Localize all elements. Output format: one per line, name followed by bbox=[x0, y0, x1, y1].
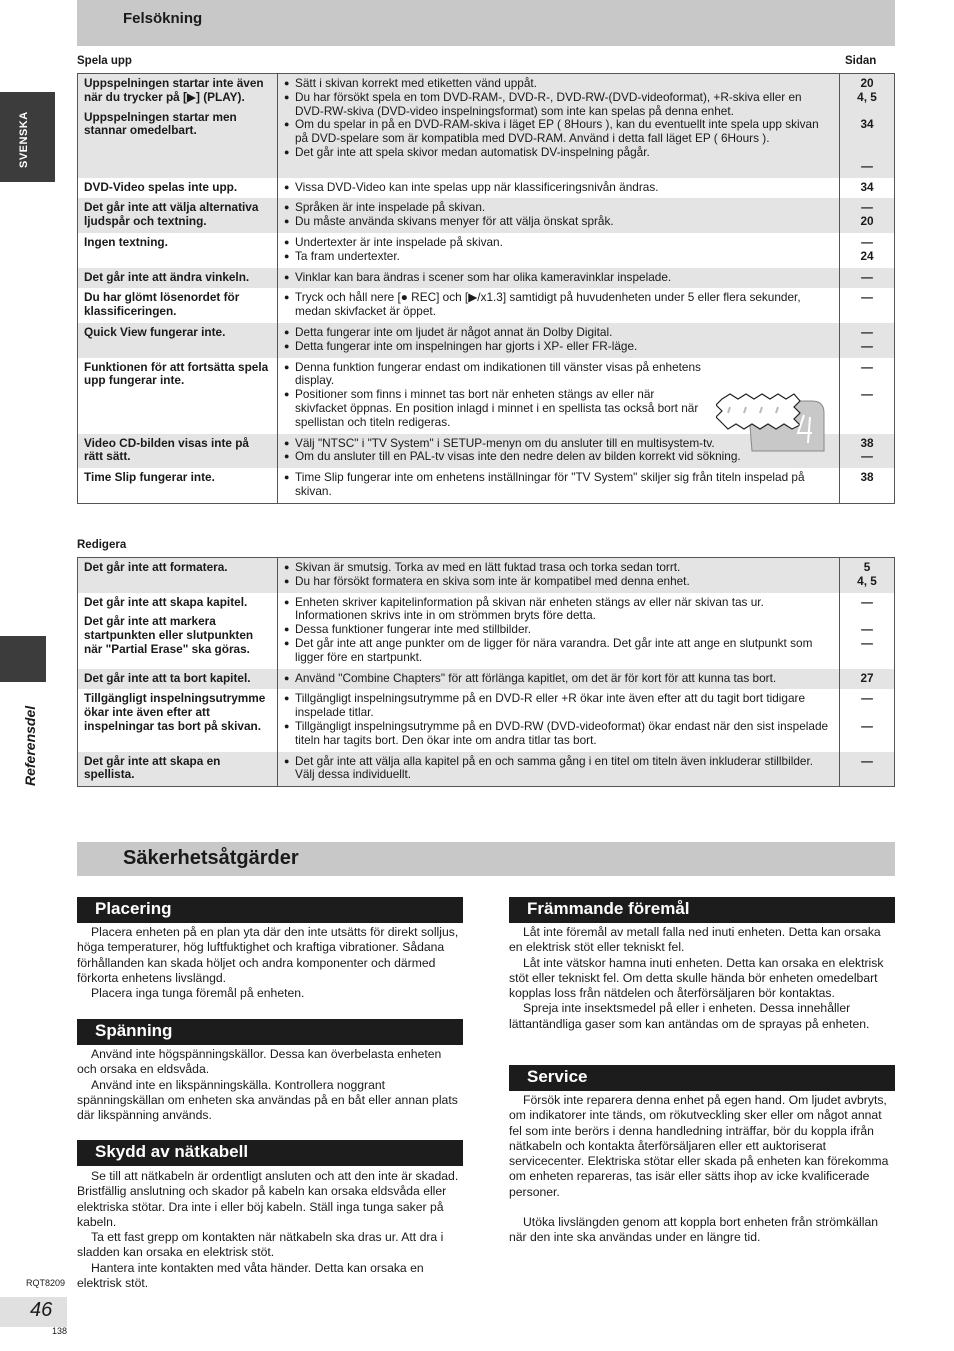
table-row bbox=[78, 689, 895, 751]
document-code: RQT8209 bbox=[26, 1278, 66, 1288]
edit-section-label: Redigera bbox=[77, 539, 127, 551]
solution-item: ● Om du spelar in på en DVD-RAM-skiva i läget EP ( 8Hours ), kan du eventuellt inte spela upp skivan på DVD-spelare som är kompatibla med DVD-RAM. Använd i detta fall läget EP ( 6Hours ). bbox=[284, 118, 833, 146]
page-number-box bbox=[0, 1297, 67, 1327]
page-reference-cell bbox=[840, 323, 895, 358]
solution-item: ● Detta fungerar inte om ljudet är något annat än Dolby Digital. bbox=[284, 326, 833, 340]
page-reference: — bbox=[861, 269, 873, 284]
solution-item: ● Språken är inte inspelade på skivan. bbox=[284, 201, 833, 215]
problem-cell bbox=[78, 434, 278, 469]
problem-text: Video CD-bilden visas inte på rätt sätt. bbox=[84, 435, 249, 464]
page-reference-cell bbox=[840, 669, 895, 690]
problem-text: DVD-Video spelas inte upp. bbox=[84, 179, 238, 194]
page-reference: 24 bbox=[860, 248, 874, 263]
problem-text: Det går inte att formatera. bbox=[84, 560, 228, 574]
solution-cell bbox=[278, 268, 840, 289]
problem-cell bbox=[78, 558, 278, 593]
solution-cell bbox=[278, 288, 840, 323]
page-number: 46 bbox=[30, 1299, 53, 1321]
placement-heading-text: Placering bbox=[95, 899, 172, 918]
page-reference bbox=[842, 146, 892, 160]
problem-cell bbox=[78, 752, 278, 787]
solution-cell bbox=[278, 233, 840, 268]
solution-cell bbox=[278, 198, 840, 233]
page-reference: — bbox=[861, 338, 873, 353]
cable-heading bbox=[77, 1140, 463, 1166]
paragraph: Utöka livslängden genom att koppla bort enheten från strömkällan när den inte ska användas under en längre tid. bbox=[509, 1215, 879, 1245]
page-reference: 20 bbox=[860, 76, 874, 90]
solution-item: ● Skivan är smutsig. Torka av med en lätt fuktad trasa och torka sedan torrt. bbox=[284, 561, 833, 575]
problem-cell bbox=[78, 233, 278, 268]
placement-text bbox=[77, 925, 463, 1001]
problem-cell bbox=[78, 669, 278, 690]
page-reference-cell bbox=[840, 689, 895, 751]
solution-item: ● Sätt i skivan korrekt med etiketten vänd uppåt. bbox=[284, 77, 833, 91]
page-reference: — bbox=[861, 200, 873, 215]
paragraph: Försök inte reparera denna enhet på egen hand. Om ljudet avbryts, om indikatorer inte tänds, om rökutveckling sker eller om något annat fel som inte berörs i denna handledning inträffar, bör du koppla ifrån nätkabeln och kontakta återförsäljaren eller ett auktoriserat servicecenter. Elektriska stötar eller skada på enheten kan förekomma om enheten repareras, tas isär eller sätts ihop av icke kvalificerade personer. bbox=[509, 1093, 889, 1199]
paragraph: Låt inte vätskor hamna inuti enheten. Detta kan orsaka en elektrisk stöt eller tekniskt fel. Om detta skulle hända bör enheten omedelbart kopplas loss från nätdelen och återförsäljaren bör kontaktas. bbox=[509, 955, 884, 1001]
page-reference bbox=[842, 374, 892, 388]
page-reference-cell bbox=[840, 268, 895, 289]
foreign-objects-heading bbox=[509, 897, 895, 923]
solution-item: ● Välj "NTSC" i "TV System" i SETUP-menyn om du ansluter till en multisystem-tv. bbox=[284, 437, 833, 451]
page-reference-cell bbox=[840, 74, 895, 178]
paragraph: Spreja inte insektsmedel på eller i enheten. Dessa innehåller lättantändliga gaser som kan antändas om de sprayas på enheten. bbox=[509, 1001, 870, 1031]
language-tab bbox=[0, 92, 55, 182]
page-reference bbox=[842, 706, 892, 720]
table-row bbox=[78, 268, 895, 289]
problem-cell bbox=[78, 689, 278, 751]
paragraph: Placera inga tunga föremål på enheten. bbox=[91, 986, 305, 1001]
page-reference: — bbox=[861, 691, 873, 706]
solution-cell bbox=[278, 669, 840, 690]
problem-text: Det går inte att skapa kapitel. bbox=[84, 594, 248, 609]
solution-item: ● Positioner som finns i minnet tas bort när enheten stängs av eller när skivfacket öppnas. En position inlagd i minnet i en spellista tas också bort när spellistan och titeln redigeras. bbox=[284, 388, 709, 429]
page-reference: — bbox=[861, 635, 873, 650]
page-reference: — bbox=[861, 753, 873, 768]
cable-text bbox=[77, 1169, 463, 1291]
solution-item: ● Vissa DVD-Video kan inte spelas upp när klassificeringsnivån ändras. bbox=[284, 181, 833, 195]
play-section-label: Spela upp bbox=[77, 55, 132, 67]
solution-item: ● Du har försökt spela en tom DVD-RAM-, DVD-R-, DVD-RW-(DVD-videoformat), +R-skiva eller en DVD-RW-skiva (DVD-video inspelningsformat) som inte kan spelas på denna enhet. bbox=[284, 91, 833, 119]
solution-item: ● Det går inte att spela skivor medan automatisk DV-inspelning pågår. bbox=[284, 146, 833, 160]
section-label: Referensdel bbox=[22, 705, 38, 786]
paragraph: Placera enheten på en plan yta där den inte utsätts för direkt solljus, höga temperaturer, hög luftfuktighet och kraftiga vibrationer. Sådana förhållanden kan skada höljet och andra komponenter och därmed förkorta enhetens livslängd. bbox=[77, 925, 459, 985]
page-reference: 20 bbox=[860, 214, 874, 229]
page-reference: — bbox=[861, 718, 873, 733]
service-heading bbox=[509, 1065, 895, 1091]
table-row bbox=[78, 593, 895, 669]
table-row bbox=[78, 468, 895, 503]
page-reference-cell bbox=[840, 178, 895, 199]
header-bar bbox=[77, 0, 895, 46]
solution-cell bbox=[278, 323, 840, 358]
page-column-header: Sidan bbox=[845, 55, 877, 67]
cable-heading-text: Skydd av nätkabell bbox=[95, 1142, 249, 1161]
problem-cell bbox=[78, 198, 278, 233]
problem-text: Du har glömt lösenordet för klassificeringen. bbox=[84, 290, 240, 319]
solution-item: ● Time Slip fungerar inte om enhetens inställningar för "TV System" skiljer sig från titeln inspelad på skivan. bbox=[284, 471, 833, 499]
problem-text: Ingen textning. bbox=[84, 234, 168, 249]
paragraph: Ta ett fast grepp om kontakten när nätkabeln ska dras ur. Att dra i sladden kan orsaka en elektrisk stöt. bbox=[77, 1230, 444, 1260]
solution-item: ● Det går inte att ange punkter om de ligger för nära varandra. Det går inte att ange en slutpunkt som ligger före en startpunkt. bbox=[284, 637, 833, 665]
solution-cell bbox=[278, 558, 840, 593]
problem-cell bbox=[78, 358, 278, 434]
safety-heading-bar bbox=[77, 842, 895, 876]
solution-cell bbox=[278, 468, 840, 503]
solution-cell bbox=[278, 178, 840, 199]
page-reference-cell bbox=[840, 558, 895, 593]
safety-title: Säkerhetsåtgärder bbox=[123, 847, 299, 869]
page-reference: 38 bbox=[860, 435, 874, 450]
placement-heading bbox=[77, 897, 463, 923]
page-reference-cell bbox=[840, 198, 895, 233]
problem-text: Det går inte att välja alternativa ljudspår och textning. bbox=[84, 200, 259, 229]
page-reference: — bbox=[861, 324, 873, 339]
problem-text: Time Slip fungerar inte. bbox=[84, 470, 215, 485]
solution-item: ● Du måste använda skivans menyer för att välja önskat språk. bbox=[284, 215, 833, 229]
page-reference: 4, 5 bbox=[857, 573, 877, 588]
problem-text: Det går inte att markera startpunkten eller slutpunkten när "Partial Erase" ska göras. bbox=[84, 614, 254, 656]
resume-indicator-icon bbox=[716, 393, 828, 453]
page-reference: — bbox=[861, 290, 873, 305]
foreign-objects-text bbox=[509, 925, 895, 1032]
solution-item: ● Ta fram undertexter. bbox=[284, 250, 833, 264]
voltage-text bbox=[77, 1047, 463, 1123]
section-marker bbox=[0, 636, 46, 682]
problem-text: Quick View fungerar inte. bbox=[84, 324, 226, 339]
solution-item: ● Vinklar kan bara ändras i scener som har olika kameravinklar inspelade. bbox=[284, 271, 833, 285]
paragraph: Hantera inte kontakten med våta händer. Detta kan orsaka en elektrisk stöt. bbox=[77, 1260, 424, 1291]
solution-item: ● Tryck och håll nere [● REC] och [▶/x1.3] samtidigt på huvudenheten under 5 eller flera sekunder, medan skivfacket är öppet. bbox=[284, 291, 833, 319]
paragraph: Använd inte högspänningskällor. Dessa kan överbelasta enheten och orsaka en eldsvåda. bbox=[77, 1047, 442, 1077]
page-reference-cell bbox=[840, 233, 895, 268]
table-row bbox=[78, 558, 895, 593]
problem-text: Uppspelningen startar inte även när du trycker på [▶] (PLAY). bbox=[84, 76, 264, 104]
problem-text: Tillgängligt inspelningsutrymme ökar inte även efter att inspelningar tas bort på skivan. bbox=[84, 691, 266, 733]
page-reference-cell bbox=[840, 752, 895, 787]
problem-cell bbox=[78, 74, 278, 178]
solution-item: ● Undertexter är inte inspelade på skivan. bbox=[284, 236, 833, 250]
voltage-heading bbox=[77, 1019, 463, 1045]
problem-text: Uppspelningen startar men stannar omedelbart. bbox=[84, 109, 237, 138]
page-reference: — bbox=[861, 622, 873, 637]
solution-item: ● Det går inte att välja alla kapitel på en och samma gång i en titel om titeln även inkluderar stillbilder. Välj dessa individuellt. bbox=[284, 755, 833, 783]
table-row bbox=[78, 669, 895, 690]
problem-text: Det går inte att ändra vinkeln. bbox=[84, 269, 250, 284]
page-reference: — bbox=[861, 158, 873, 173]
page-reference-cell bbox=[840, 288, 895, 323]
service-heading-text: Service bbox=[527, 1067, 588, 1086]
page-reference bbox=[842, 609, 892, 623]
page-reference: — bbox=[861, 387, 873, 402]
solution-item: ● Använd "Combine Chapters" för att förlänga kapitlet, om det är för kort för att kunna tas bort. bbox=[284, 672, 833, 686]
problem-cell bbox=[78, 288, 278, 323]
solution-item: ● Tillgängligt inspelningsutrymme på en DVD-RW (DVD-videoformat) ökar endast när den sist inspelade titeln har tagits bort. Den ökar inte om andra titlar tas bort. bbox=[284, 720, 833, 748]
table-row bbox=[78, 74, 895, 178]
problem-cell bbox=[78, 178, 278, 199]
page-title: Felsökning bbox=[123, 10, 203, 27]
table-row bbox=[78, 288, 895, 323]
problem-text: Det går inte att ta bort kapitel. bbox=[84, 670, 251, 685]
solution-cell bbox=[278, 689, 840, 751]
page-reference-cell bbox=[840, 593, 895, 669]
page-reference-cell bbox=[840, 434, 895, 469]
solution-item: ● Du har försökt formatera en skiva som inte är kompatibel med denna enhet. bbox=[284, 575, 833, 589]
page-reference-cell bbox=[840, 358, 895, 434]
solution-item: ● Om du ansluter till en PAL-tv visas inte den nedre delen av bilden korrekt vid sökning. bbox=[284, 450, 833, 464]
problem-text: Funktionen för att fortsätta spela upp fungerar inte. bbox=[84, 359, 269, 388]
page-reference bbox=[842, 105, 892, 119]
language-label: SVENSKA bbox=[18, 111, 30, 168]
solution-cell bbox=[278, 74, 840, 178]
page-reference: — bbox=[861, 234, 873, 249]
voltage-heading-text: Spänning bbox=[95, 1021, 173, 1040]
page-reference: — bbox=[861, 594, 873, 609]
page-reference: — bbox=[861, 359, 873, 374]
page-reference: — bbox=[861, 449, 873, 464]
paragraph: Se till att nätkabeln är ordentligt ansluten och att den inte är skadad. Bristfällig anslutning och skador på kabeln kan orsaka eldsvåda eller elektriska stötar. Dra inte i eller böj kabeln. Ställ inga tunga saker på kabeln. bbox=[77, 1169, 459, 1229]
service-text bbox=[509, 1093, 895, 1246]
problem-cell bbox=[78, 323, 278, 358]
table-row bbox=[78, 198, 895, 233]
solution-item: ● Enheten skriver kapitelinformation på skivan när enheten stängs av eller när skivan tas ur. Informationen skrivs inte in om strömmen bryts före detta. bbox=[284, 596, 833, 624]
solution-item: ● Tillgängligt inspelningsutrymme på en DVD-R eller +R ökar inte även efter att du tagit bort tidigare inspelade titlar. bbox=[284, 692, 833, 720]
page-reference: 38 bbox=[860, 470, 874, 485]
edit-troubleshooting-table bbox=[77, 557, 895, 787]
page-reference: 27 bbox=[860, 670, 874, 685]
sub-page-number: 138 bbox=[52, 1326, 68, 1336]
table-row bbox=[78, 178, 895, 199]
spacer bbox=[509, 1200, 895, 1215]
page-reference: 4, 5 bbox=[857, 89, 877, 104]
paragraph: Låt inte föremål av metall falla ned inuti enheten. Detta kan orsaka en elektrisk stöt eller tekniskt fel. bbox=[509, 925, 881, 955]
table-row bbox=[78, 233, 895, 268]
table-row bbox=[78, 752, 895, 787]
page-reference: 34 bbox=[860, 117, 874, 132]
solution-item: ● Denna funktion fungerar endast om indikationen till vänster visas på enhetens display. bbox=[284, 361, 709, 389]
page-reference-cell bbox=[840, 468, 895, 503]
page-reference bbox=[842, 132, 892, 146]
page-reference: 34 bbox=[860, 179, 874, 194]
page-reference: 5 bbox=[863, 560, 871, 574]
solution-item: ● Dessa funktioner fungerar inte med stillbilder. bbox=[284, 623, 833, 637]
solution-cell bbox=[278, 593, 840, 669]
problem-cell bbox=[78, 268, 278, 289]
solution-item: ● Detta fungerar inte om inspelningen har gjorts i XP- eller FR-läge. bbox=[284, 340, 833, 354]
problem-cell bbox=[78, 593, 278, 669]
foreign-objects-heading-text: Främmande föremål bbox=[527, 899, 690, 918]
paragraph: Använd inte en likspänningskälla. Kontrollera noggrant spänningskällan om enheten ska användas på en båt eller annan plats där likspänning används. bbox=[77, 1077, 458, 1123]
solution-cell bbox=[278, 752, 840, 787]
table-row bbox=[78, 323, 895, 358]
problem-text: Det går inte att skapa en spellista. bbox=[84, 753, 221, 782]
problem-cell bbox=[78, 468, 278, 503]
